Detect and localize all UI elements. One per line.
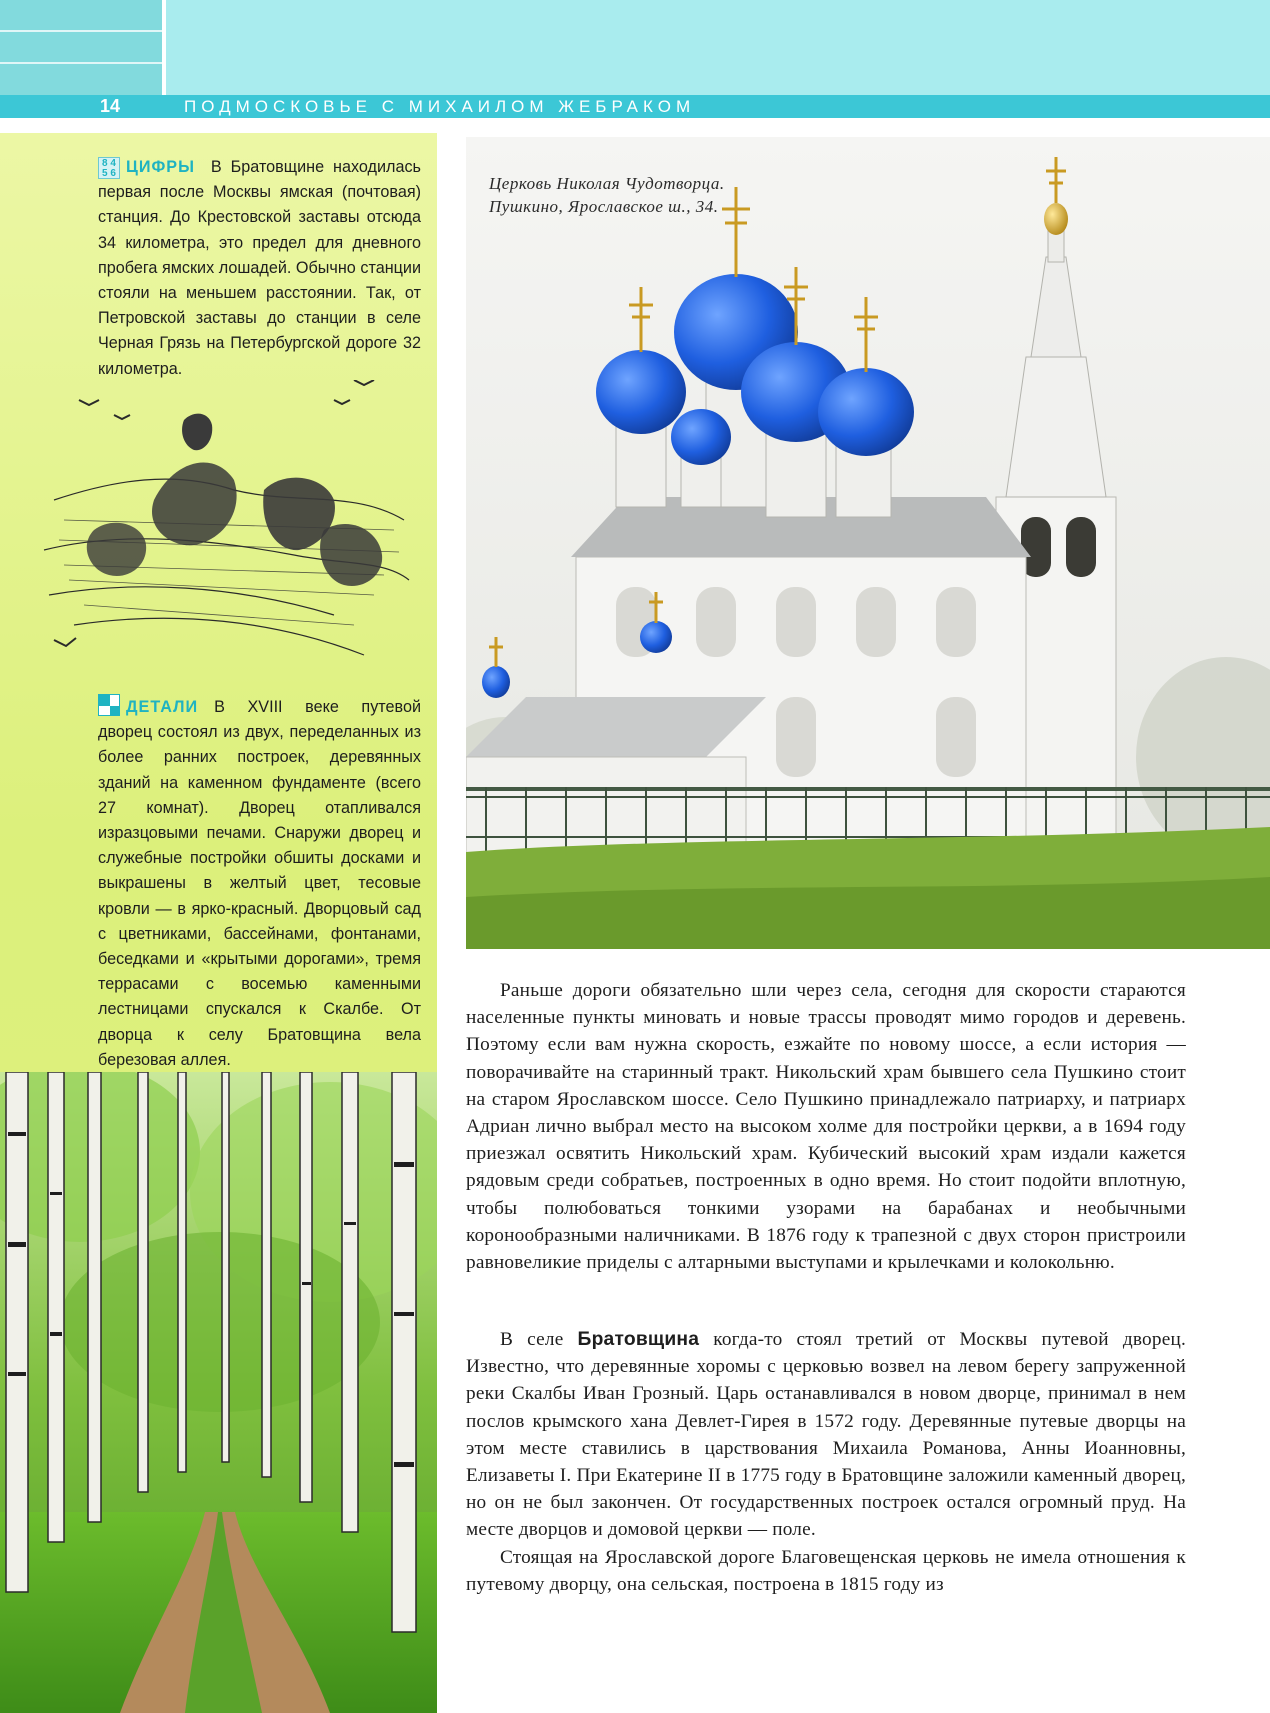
photo-caption	[489, 172, 809, 218]
details-box	[98, 694, 421, 1073]
caption-line: Церковь Николая Чудотворца.	[489, 174, 725, 193]
troika-engraving	[34, 380, 414, 670]
page-number: 14	[100, 96, 121, 116]
body-paragraph	[466, 1544, 1186, 1598]
birch-grove-photo	[0, 1072, 437, 1713]
paragraph-text: когда-то стоял третий от Москвы путевой дворец. Известно, что деревянные хоромы с церковью возвел на левом берегу запруженной реки Скалбы Иван Грозный. Царь останавливался в новом дворце, принимал в нем послов крымского хана Девлет-Гирея в 1572 году. Деревянные путевые дворцы на этом месте ставились в царствования Михаила Романова, Анны Иоанновны, Елизаветы I. При Екатерине II в 1775 году в Братовщине заложили каменный дворец, но он не был закончен. От государственных построек остался огромный пруд. На месте дворцов и домовой церкви — поле.	[466, 1329, 1186, 1541]
body-paragraph	[466, 1326, 1186, 1544]
details-text: В XVIII веке путевой дворец состоял из двух, переделанных из более ранних построек, деревянных зданий на каменном фундаменте (всего 27 комнат). Дворец отапливался изразцовыми печами. Снаружи дворец и служебные постройки обшиты досками и выкрашены в желтый цвет, тесовые кровли — в ярко-красный. Дворцовый сад с цветниками, бассейнами, фонтанами, беседками и «крытыми дорогами», тремя террасами с восемью каменными лестницами спускался к Скалбе. От дворца к селу Братовщина вела березовая аллея.	[98, 698, 421, 1069]
paragraph-text: Раньше дороги обязательно шли через села, сегодня для скорости стараются населенные пункты миновать и новые трассы проводят мимо городов и деревень. Поэтому если вам нужна скорость, езжайте по новому шоссе, а если история — поворачивайте на старинный тракт. Никольский храм бывшего села Пушкино стоит на старом Ярославском шоссе. Село Пушкино принадлежало патриарху, и патриарх Адриан лично выбрал место на высоком холме для постройки церкви, а в 1694 году приезжал освятить Никольский храм. Кубический высокий храм издали кажется рядовым среди собратьев, построенных в одно время. Но стоит подойти вплотную, чтобы полюбоваться тонкими узорами на барабанах и необычными коронообразными наличниками. В 1876 году к трапезной с двух сторон пристроили равновеликие приделы с алтарными выступами и крылечками и колокольню.	[466, 980, 1186, 1274]
church-photo	[466, 137, 1270, 949]
figures-text: В Братовщине находилась первая после Москвы ямская (почтовая) станция. До Крестовской заставы отсюда 34 километра, это предел для дневного пробега ямских лошадей. Обычно станции стояли на меньшем расстоянии. Так, от Петровской заставы до станции в селе Черная Грязь на Петербургской дороге 32 километра.	[98, 158, 421, 378]
chess-square-icon	[98, 694, 120, 716]
figures-label: ЦИФРЫ	[126, 158, 195, 176]
header-decor-line	[0, 30, 162, 32]
figures-box	[98, 155, 421, 382]
digits-icon: 8 4 5 6	[98, 157, 120, 179]
running-title: ПОДМОСКОВЬЕ С МИХАИЛОМ ЖЕБРАКОМ	[184, 97, 696, 116]
body-paragraph	[466, 977, 1186, 1276]
details-label: ДЕТАЛИ	[126, 698, 199, 716]
place-name-bold: Братовщина	[577, 1329, 700, 1350]
caption-line: Пушкино, Ярославское ш., 34.	[489, 197, 719, 216]
header-decor-line	[0, 62, 162, 64]
paragraph-text: В селе	[500, 1329, 578, 1350]
paragraph-text: Стоящая на Ярославской дороге Благовещенская церковь не имела отношения к путевому дворцу, она сельская, построена в 1815 году из	[466, 1547, 1186, 1596]
